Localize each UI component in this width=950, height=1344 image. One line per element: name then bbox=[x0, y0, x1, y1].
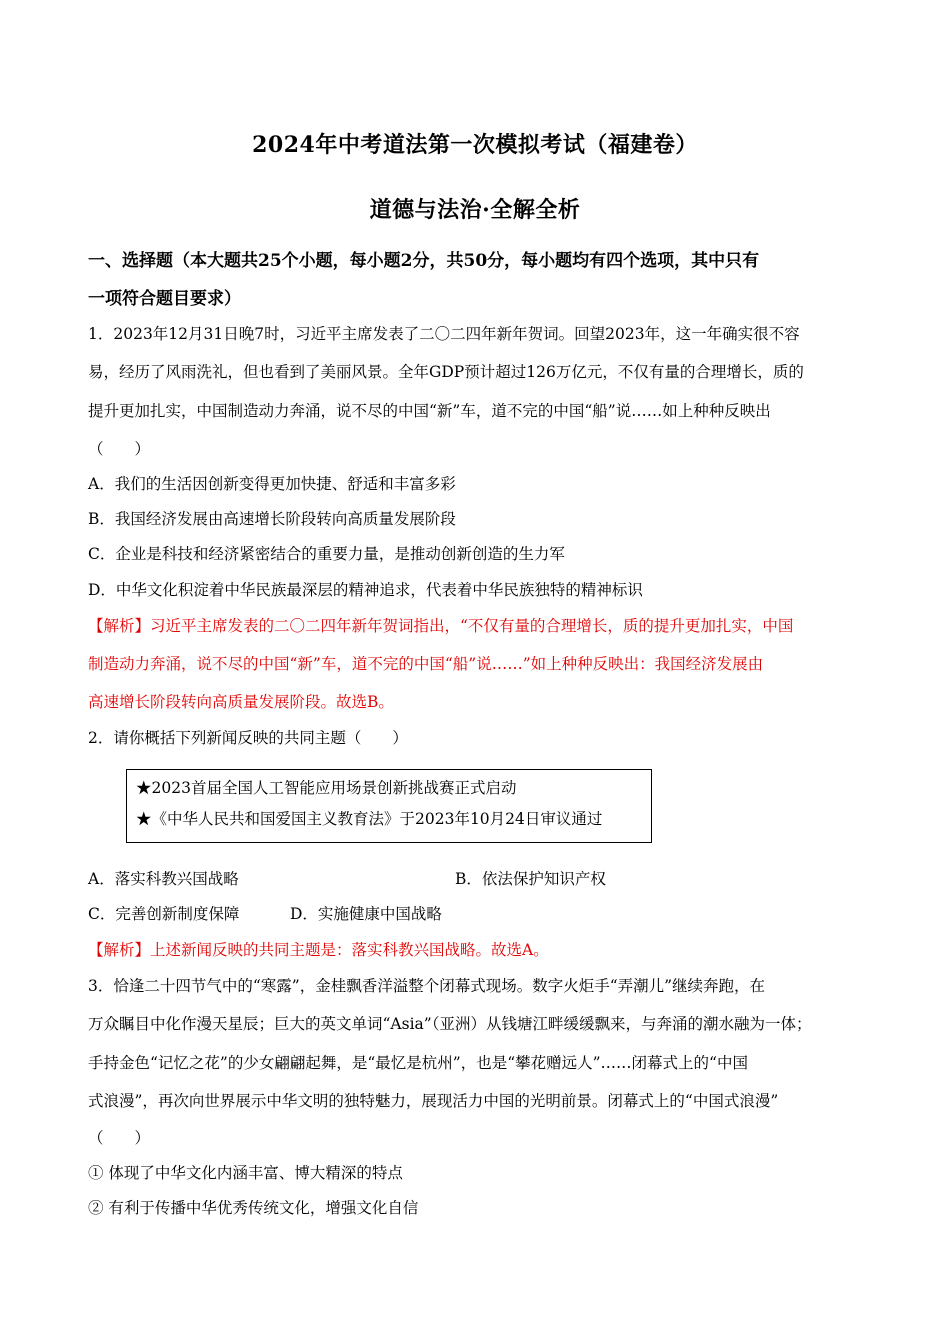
section-heading-line-1: 一、选择题（本大题共25个小题，每小题2分，共50分，每小题均有四个选项，其中只有 bbox=[88, 251, 760, 271]
q2-stem: 2．请你概括下列新闻反映的共同主题（ ） bbox=[88, 729, 408, 747]
page-title: 2024年中考道法第一次模拟考试（福建卷） bbox=[252, 132, 698, 158]
q2-analysis: 【解析】上述新闻反映的共同主题是：落实科教兴国战略。故选A。 bbox=[88, 941, 549, 959]
q1-stem-line-3: 提升更加扎实，中国制造动力奔涌，说不尽的中国“新”车，道不完的中国“船”说……如上种种反映出 bbox=[88, 402, 771, 420]
q3-item-2: ② 有利于传播中华优秀传统文化，增强文化自信 bbox=[88, 1199, 419, 1217]
q1-stem-line-2: 易，经历了风雨洗礼，但也看到了美丽风景。全年GDP预计超过126万亿元，不仅有量的合理增长，质的 bbox=[88, 363, 804, 381]
q2-option-d: D．实施健康中国战略 bbox=[290, 905, 442, 923]
section-heading-line-2: 一项符合题目要求） bbox=[88, 289, 241, 309]
q3-stem-line-3: 手持金色“记忆之花”的少女翩翩起舞，是“最忆是杭州”，也是“攀花赠远人”……闭幕式上的“中国 bbox=[88, 1054, 748, 1072]
q2-news-box bbox=[126, 769, 652, 843]
q2-option-b: B．依法保护知识产权 bbox=[455, 870, 606, 888]
q1-answer-paren: （ ） bbox=[88, 440, 151, 458]
q2-news-item-1: ★2023首届全国人工智能应用场景创新挑战赛正式启动 bbox=[136, 779, 517, 797]
q1-analysis-line-2: 制造动力奔涌，说不尽的中国“新”车，道不完的中国“船”说……”如上种种反映出：我国经济发展由 bbox=[88, 655, 764, 673]
q1-option-a: A．我们的生活因创新变得更加快捷、舒适和丰富多彩 bbox=[88, 475, 456, 493]
q3-stem-line-4: 式浪漫”，再次向世界展示中华文明的独特魅力，展现活力中国的光明前景。闭幕式上的“中国式浪漫” bbox=[88, 1092, 779, 1110]
q3-item-1: ① 体现了中华文化内涵丰富、博大精深的特点 bbox=[88, 1164, 403, 1182]
q1-option-c: C．企业是科技和经济紧密结合的重要力量，是推动创新创造的生力军 bbox=[88, 545, 565, 563]
q3-answer-paren: （ ） bbox=[88, 1129, 151, 1147]
q3-stem-line-1: 3．恰逢二十四节气中的“寒露”，金桂飘香洋溢整个闭幕式现场。数字火炬手“弄潮儿”继续奔跑，在 bbox=[88, 977, 766, 995]
q1-analysis-line-3: 高速增长阶段转向高质量发展阶段。故选B。 bbox=[88, 693, 394, 711]
q1-stem-line-1: 1．2023年12月31日晚7时，习近平主席发表了二〇二四年新年贺词。回望2023年，这一年确实很不容 bbox=[88, 325, 800, 343]
q1-option-d: D．中华文化积淀着中华民族最深层的精神追求，代表着中华民族独特的精神标识 bbox=[88, 581, 643, 599]
q2-news-item-2: ★《中华人民共和国爱国主义教育法》于2023年10月24日审议通过 bbox=[136, 810, 603, 828]
q1-option-b: B．我国经济发展由高速增长阶段转向高质量发展阶段 bbox=[88, 510, 456, 528]
q2-option-a: A．落实科教兴国战略 bbox=[88, 870, 239, 888]
q3-stem-line-2: 万众瞩目中化作漫天星辰；巨大的英文单词“Asia”（亚洲）从钱塘江畔缓缓飘来，与奔涌的潮水融为一体； bbox=[88, 1015, 812, 1033]
q1-analysis-line-1: 【解析】习近平主席发表的二〇二四年新年贺词指出，“不仅有量的合理增长，质的提升更加扎实，中国 bbox=[88, 617, 794, 635]
page-subtitle: 道德与法治·全解全析 bbox=[369, 197, 581, 223]
q2-option-c: C．完善创新制度保障 bbox=[88, 905, 240, 923]
